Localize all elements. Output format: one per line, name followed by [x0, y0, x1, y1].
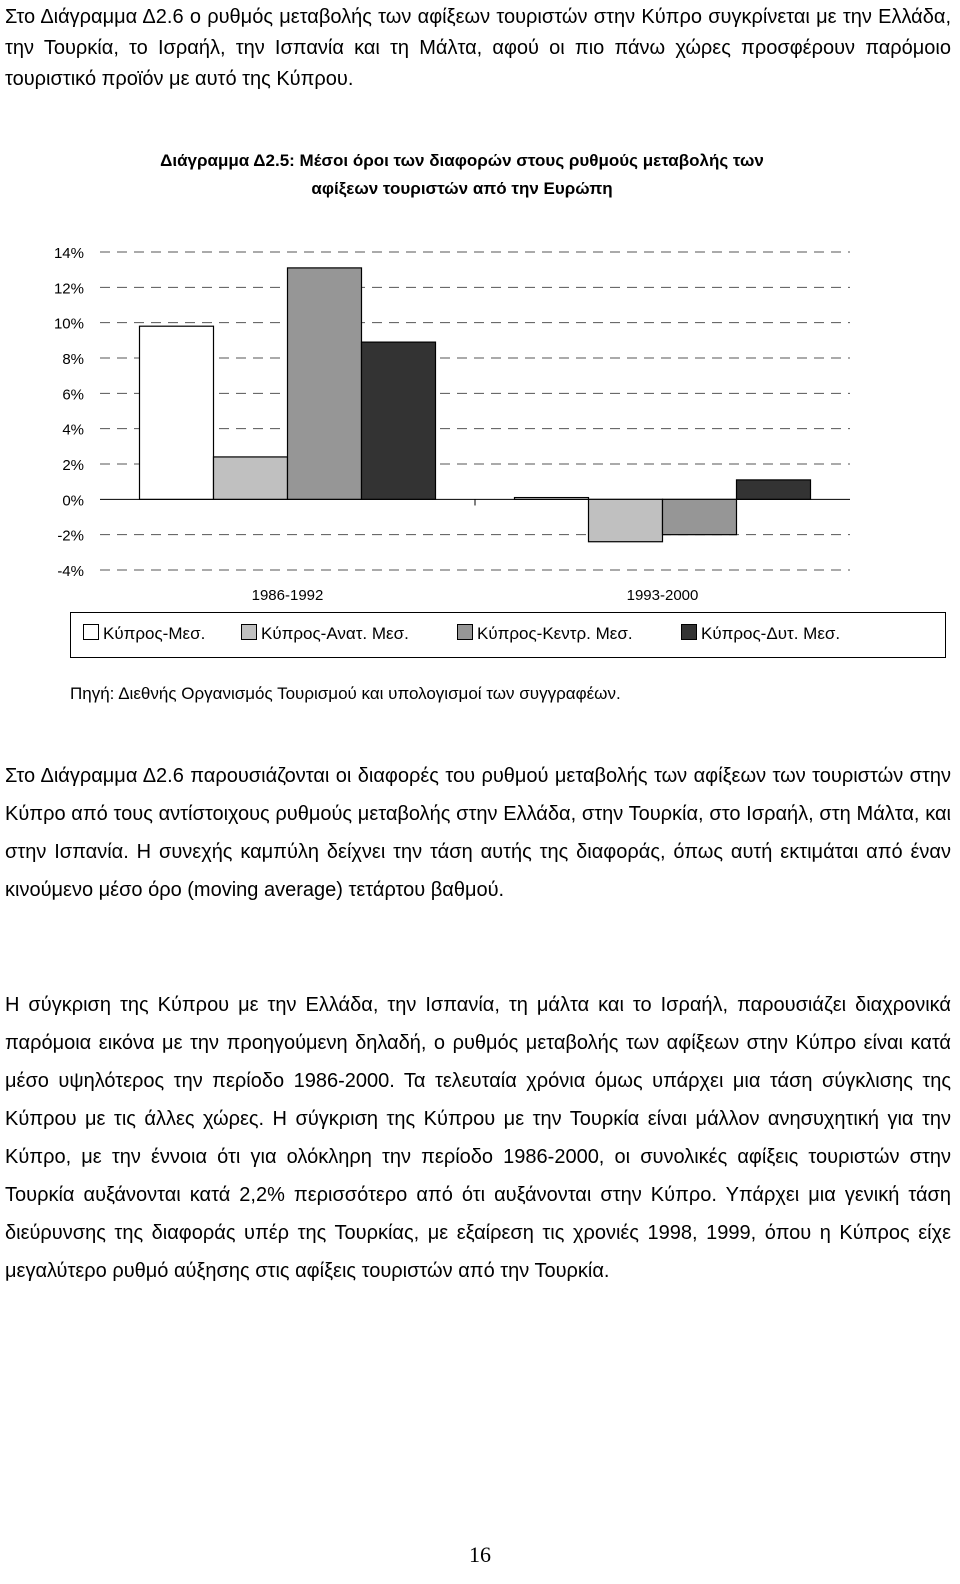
bar-1-1	[140, 326, 214, 499]
bar-1-3	[288, 268, 362, 499]
chart-title	[120, 147, 804, 203]
bar-2-3	[663, 499, 737, 534]
y-tick-label: -2%	[57, 527, 84, 545]
y-tick-label: 4%	[62, 421, 84, 439]
bar-2-4	[737, 480, 811, 499]
legend-swatch	[457, 624, 473, 640]
bar-2-2	[589, 499, 663, 541]
y-tick-label: 6%	[62, 386, 84, 404]
legend-label: Κύπρος-Μεσ.	[103, 624, 206, 643]
x-tick-label: 1986-1992	[251, 587, 324, 604]
legend-item-kypros-mes	[83, 623, 205, 645]
legend-swatch	[83, 624, 99, 640]
y-tick-label: 8%	[62, 351, 84, 368]
chart-legend	[70, 612, 946, 658]
y-tick-label: 14%	[53, 245, 84, 262]
x-tick-label: 1993-2000	[626, 587, 699, 604]
legend-swatch	[241, 624, 257, 640]
bar-1-4	[362, 342, 436, 499]
legend-item-kypros-kentr	[457, 623, 633, 645]
y-tick-label: 2%	[62, 457, 84, 474]
page-number: 16	[469, 1542, 491, 1567]
legend-item-kypros-dyt	[681, 623, 840, 645]
bar-chart	[0, 230, 960, 610]
bar-1-2	[214, 457, 288, 499]
paragraph-3: Η σύγκριση της Κύπρου με την Ελλάδα, την Ισπανία, τη μάλτα και το Ισραήλ, παρουσιάζει διαχρονικά παρόμοια εικόνα με την προηγούμενη δηλαδή, ο ρυθμός μεταβολής των αφίξεων στην Κύπρο είναι κατά μέσο υψηλότερος την περίοδο 1986-2000. Τα τελευταία χρόνια όμως υπάρχει μια τάση σύγκλισης της Κύπρου με τις άλλες χώρες. Η σύγκριση της Κύπρου με την Τουρκία είναι μάλλον ανησυχητική για την Κύπρο, με την έννοια ότι για ολόκληρη την περίοδο 1986-2000, οι συνολικές αφίξεις τουριστών στην Τουρκία αυξάνονται κατά 2,2% περισσότερο από ότι αυξάνονται στην Κύπρο. Υπάρχει μια γενική τάση διεύρυνσης της διαφοράς υπέρ της Τουρκίας, με εξαίρεση τις χρονιές 1998, 1999, όπου η Κύπρος είχε μεγαλύτερο ρυθμό αύξησης στις αφίξεις τουριστών από την Τουρκία.	[5, 994, 951, 1282]
intro-paragraph: Στο Διάγραμμα Δ2.6 ο ρυθμός μεταβολής των αφίξεων τουριστών στην Κύπρο συγκρίνεται με την Ελλάδα, την Τουρκία, το Ισραήλ, την Ισπανία και τη Μάλτα, αφού οι πιο πάνω χώρες προσφέρουν παρόμοιο τουριστικό προϊόν με αυτό της Κύπρου.	[5, 6, 951, 90]
bar-2-1	[515, 498, 589, 500]
legend-label: Κύπρος-Κεντρ. Μεσ.	[477, 624, 633, 643]
legend-swatch	[681, 624, 697, 640]
paragraph-2: Στο Διάγραμμα Δ2.6 παρουσιάζονται οι διαφορές του ρυθμού μεταβολής των αφίξεων των τουριστών στην Κύπρο από τους αντίστοιχους ρυθμούς μεταβολής στην Ελλάδα, στην Τουρκία, στο Ισραήλ, στη Μάλτα, και στην Ισπανία. Η συνεχής καμπύλη δείχνει την τάση αυτής της διαφοράς, όπως αυτή εκτιμάται από έναν κινούμενο μέσο όρο (moving average) τετάρτου βαθμού.	[5, 765, 951, 901]
chart-title-line-1: Διάγραμμα Δ2.5: Μέσοι όροι των διαφορών στους ρυθμούς μεταβολής των	[160, 151, 764, 170]
y-tick-label: 12%	[53, 280, 84, 298]
legend-label: Κύπρος-Δυτ. Μεσ.	[701, 624, 841, 643]
y-tick-label: 0%	[62, 492, 84, 510]
chart-title-line-2: αφίξεων τουριστών από την Ευρώπη	[311, 179, 613, 198]
y-tick-label: -4%	[57, 563, 84, 580]
y-tick-label: 10%	[53, 315, 84, 333]
source-note: Πηγή: Διεθνής Οργανισμός Τουρισμού και υπολογισμοί των συγγραφέων.	[70, 684, 621, 703]
legend-item-kypros-anat	[241, 623, 409, 645]
legend-label: Κύπρος-Ανατ. Μεσ.	[261, 624, 409, 643]
